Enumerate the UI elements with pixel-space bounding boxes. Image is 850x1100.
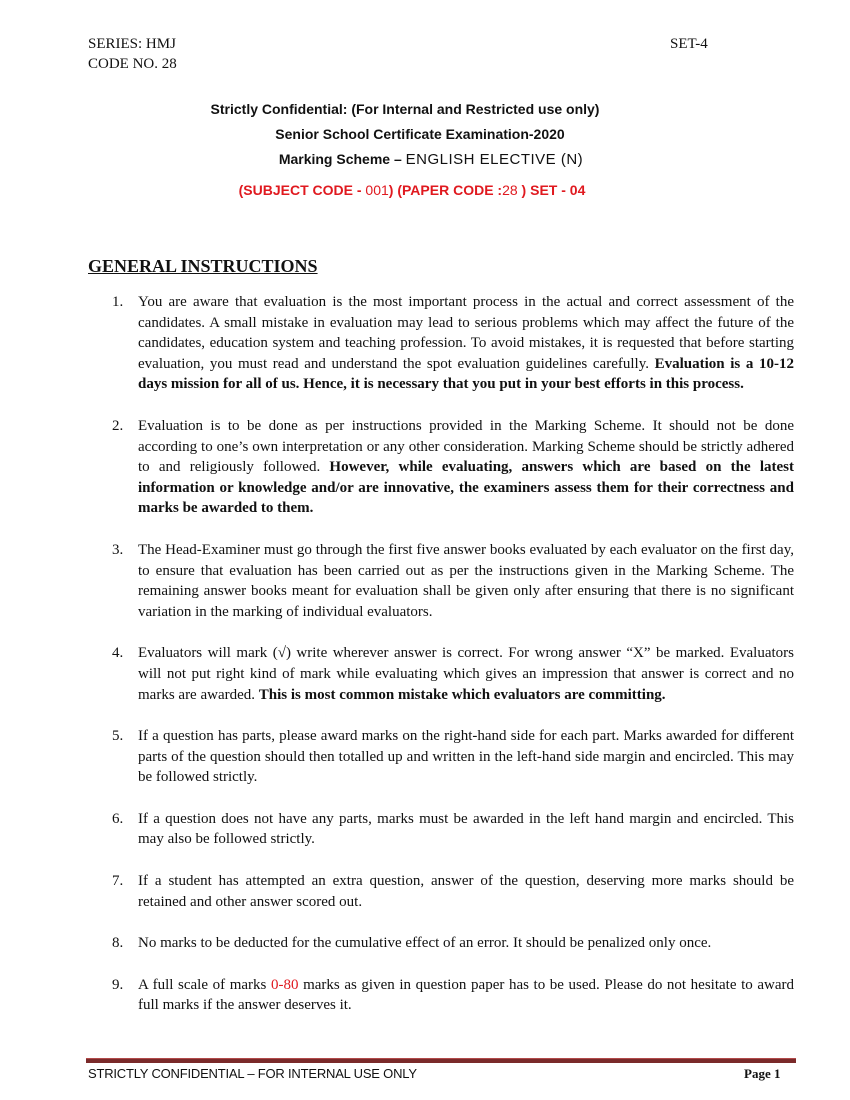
subject-code-value: 001 xyxy=(365,182,389,198)
instruction-item xyxy=(88,809,794,850)
instruction-text: You are aware that evaluation is the most important process in the actual and correct assessment of the candidates. A small mistake in evaluation may lead to serious problems which may affect the future of the candidates, education system and teaching profession. To avoid mistakes, it is requested that before starting evaluation, you must read and understand the spot evaluation guidelines carefully. xyxy=(138,294,794,372)
marking-scheme-prefix: Marking Scheme – xyxy=(278,151,406,167)
instruction-number: 3. xyxy=(112,541,124,558)
marks-range: 0-80 xyxy=(270,976,299,993)
instruction-item xyxy=(88,540,794,622)
instruction-number: 9. xyxy=(112,976,124,993)
instruction-text: A full scale of marks xyxy=(138,976,271,993)
instruction-text: If a question has parts, please award marks on the right-hand side for each part. Marks awarded for different parts of the question should then totalled up and written in the left-hand side margin and encircled. This may be followed strictly. xyxy=(138,728,794,786)
instruction-number: 1. xyxy=(112,294,124,310)
subject-code-part-c: ) (PAPER CODE : xyxy=(388,182,503,198)
set-label: SET-4 xyxy=(670,36,708,52)
series-label: SERIES: HMJ xyxy=(88,36,176,52)
instruction-text: Evaluators will mark (√) write wherever answer is correct. For wrong answer “X” be marked. Evaluators will not put right kind of mark while evaluating which gives an impression that answer is correct and no marks are awarded. xyxy=(138,645,794,703)
instruction-item xyxy=(88,726,794,788)
paper-code-value: 28 xyxy=(502,182,518,198)
instruction-text: If a student has attempted an extra question, answer of the question, deserving more marks should be retained and other answer scored out. xyxy=(138,873,794,910)
footer-divider xyxy=(86,1058,796,1063)
instruction-bold-text: Evaluation is a 10-12 days mission for all of us. Hence, it is necessary that you put in your best efforts in this process. xyxy=(138,355,794,393)
subject-code-heading xyxy=(0,182,850,198)
instruction-number: 8. xyxy=(112,935,124,952)
general-instructions-title: GENERAL INSTRUCTIONS xyxy=(88,256,318,276)
instruction-item xyxy=(88,643,794,705)
instructions-list xyxy=(88,292,794,1037)
instruction-item xyxy=(88,933,794,954)
instruction-number: 7. xyxy=(112,873,124,890)
subject-name: ENGLISH ELECTIVE (N) xyxy=(405,151,584,168)
instruction-number: 2. xyxy=(112,417,124,434)
instruction-text-continued: marks as given in question paper has to be used. Please do not hesitate to award full marks if the answer deserves it. xyxy=(138,976,795,1014)
series-code-block xyxy=(88,34,177,74)
instruction-text: If a question does not have any parts, marks must be awarded in the left hand margin and encircled. This may also be followed strictly. xyxy=(138,810,794,848)
instruction-item xyxy=(88,975,794,1016)
instruction-number: 6. xyxy=(112,810,124,827)
page-number: Page 1 xyxy=(744,1066,781,1081)
instruction-bold-text: This is most common mistake which evaluators are committing. xyxy=(258,686,666,703)
confidential-heading: Strictly Confidential: (For Internal and Restricted use only) xyxy=(210,101,600,117)
instruction-item xyxy=(88,871,794,912)
code-number: CODE NO. 28 xyxy=(88,56,177,72)
instruction-text: No marks to be deducted for the cumulative effect of an error. It should be penalized only once. xyxy=(138,935,712,952)
instruction-item xyxy=(88,292,794,395)
exam-heading: Senior School Certificate Examination-2020 xyxy=(275,126,565,142)
footer-confidential-note: STRICTLY CONFIDENTIAL – FOR INTERNAL USE ONLY xyxy=(88,1066,417,1081)
instruction-number: 5. xyxy=(112,728,124,745)
instruction-bold-text: However, while evaluating, answers which are based on the latest information or knowledge and/or are innovative, the examiners assess them for their correctness and marks be awarded to them. xyxy=(138,459,794,517)
instruction-text: The Head-Examiner must go through the first five answer books evaluated by each evaluator on the first day, to ensure that evaluation has been carried out as per the instructions given in the Marking Scheme. The remaining answer books meant for evaluation shall be given only after ensuring that there is no significant variation in the marking of individual evaluators. xyxy=(138,541,794,620)
set-code-part: ) SET - 04 xyxy=(517,182,586,198)
subject-code-part-a: (SUBJECT CODE - xyxy=(238,182,366,198)
marking-scheme-heading xyxy=(0,151,850,168)
instruction-number: 4. xyxy=(112,645,124,662)
instruction-text: Evaluation is to be done as per instructions provided in the Marking Scheme. It should not be done according to one’s own interpretation or any other consideration. Marking Scheme should be strictly adhered to and religiously followed. xyxy=(138,417,794,476)
instruction-item xyxy=(88,416,794,519)
